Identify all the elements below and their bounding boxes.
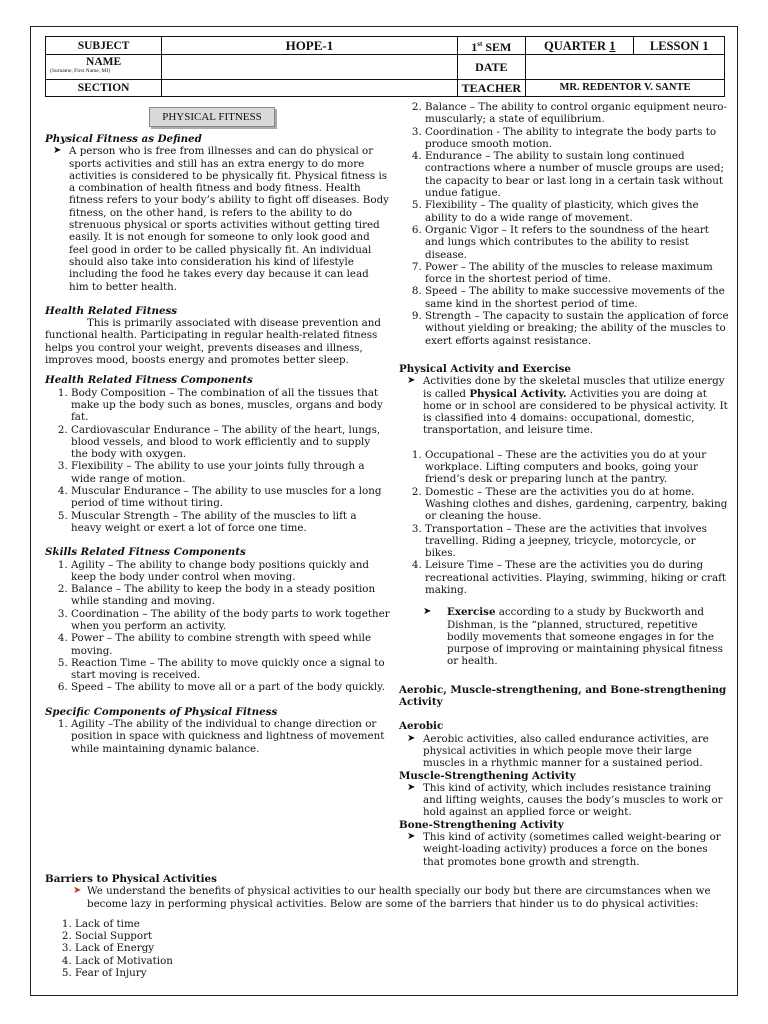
- list-item: 4. Endurance – The ability to sustain long continued contractions where a number of muscle groups are used; the capacity to bear or last long in a certain task without undue fatigue.: [425, 150, 729, 199]
- list-item: 5. Reaction Time – The ability to move quickly once a signal to start moving is received.: [71, 657, 390, 682]
- arrow-bullet-icon: ➤: [407, 781, 416, 793]
- list-item: 2. Balance – The ability to keep the body in a steady position while standing and moving.: [71, 583, 390, 608]
- barriers-list: [45, 918, 725, 979]
- muscle-heading: Muscle-Strengthening Activity: [399, 769, 576, 782]
- list-item: 5. Fear of Injury: [75, 967, 725, 979]
- arrow-bullet-icon: ➤: [407, 831, 416, 843]
- src-list: [45, 559, 390, 694]
- subject-label: SUBJECT: [46, 37, 162, 55]
- list-item: 3. Flexibility – The ability to use your joints fully through a wide range of motion.: [71, 460, 390, 485]
- lesson-cell: LESSON 1: [634, 37, 725, 55]
- barriers-section: [45, 873, 725, 979]
- list-item: 4. Leisure Time – These are the activities you do during recreational activities. Playing, swimming, hiking or craft making.: [425, 559, 729, 596]
- quarter-cell: QUARTER 1: [525, 37, 633, 55]
- list-item: 4. Lack of Motivation: [75, 955, 725, 967]
- list-item: 1. Body Composition – The combination of all the tissues that make up the body such as bones, muscles, organs and body fat.: [71, 387, 390, 424]
- list-item: 1. Occupational – These are the activities you do at your workplace. Lifting computers and books, going your friend’s desk or preparing lunch at the pantry.: [425, 449, 729, 486]
- list-item: 9. Strength – The capacity to sustain the application of force without yielding or breaking; the ability of the muscles to exert efforts against resistance.: [425, 310, 729, 347]
- bone-heading: Bone-Strengthening Activity: [399, 818, 564, 831]
- arrow-bullet-icon: ➤: [53, 145, 62, 157]
- date-label: DATE: [457, 55, 525, 80]
- list-item: 6. Organic Vigor – It refers to the soundness of the heart and lungs which contributes to the ability to resist disease.: [425, 224, 729, 261]
- name-label-cell: NAME (Surname, First Name, MI): [46, 55, 162, 80]
- teacher-value: MR. REDENTOR V. SANTE: [525, 80, 724, 97]
- amb-heading: Aerobic, Muscle-strengthening, and Bone-strengthening Activity: [399, 683, 727, 709]
- worksheet-page: [30, 26, 738, 996]
- list-item: 8. Speed – The ability to make successive movements of the same kind in the shortest period of time.: [425, 285, 729, 310]
- list-item: 2. Cardiovascular Endurance – The ability of the heart, lungs, blood vessels, and blood to work efficiently and to supply the body with oxygen.: [71, 424, 390, 461]
- list-item: 1. Agility –The ability of the individual to change direction or position in space with quickness and lightness of movement while maintaining dynamic balance.: [71, 718, 390, 755]
- list-item: 4. Muscular Endurance – The ability to use muscles for a long period of time without tiring.: [71, 485, 390, 510]
- barriers-heading: Barriers to Physical Activities: [45, 873, 217, 885]
- list-item: 7. Power – The ability of the muscles to release maximum force in the shortest period of time.: [425, 261, 729, 286]
- spc-list-continued: [399, 101, 729, 347]
- page-title: PHYSICAL FITNESS: [149, 107, 275, 127]
- aerobic-paragraph: ➤ Aerobic activities, also called endurance activities, are physical activities in which people move their large muscles in a rhythmic manner for a sustained period.: [407, 732, 709, 770]
- list-item: 3. Lack of Energy: [75, 942, 725, 954]
- hrc-list: [45, 387, 390, 535]
- health-heading: Health Related Fitness: [45, 304, 178, 317]
- spc-heading: Specific Components of Physical Fitness: [45, 705, 278, 718]
- src-heading: Skills Related Fitness Components: [45, 546, 246, 559]
- teacher-label: TEACHER: [457, 80, 525, 97]
- section-field[interactable]: [162, 80, 457, 97]
- semester-cell: 1st SEM: [457, 37, 525, 55]
- header-table: [45, 36, 725, 97]
- list-item: 3. Coordination – The ability of the body parts to work together when you perform an activity.: [71, 608, 390, 633]
- arrow-bullet-icon: ➤: [423, 606, 432, 618]
- pae-heading: Physical Activity and Exercise: [399, 362, 571, 375]
- list-item: 5. Flexibility – The quality of plasticity, which gives the ability to do a wide range of movement.: [425, 199, 729, 224]
- section-label: SECTION: [46, 80, 162, 97]
- arrow-bullet-icon: ➤: [407, 375, 416, 387]
- arrow-bullet-icon: ➤: [407, 732, 416, 744]
- left-column: [45, 107, 390, 755]
- pae-paragraph: ➤ Activities done by the skeletal muscles that utilize energy is called Physical Activity. Activities you are doing at home or in school are considered to be physical activity. It is classified into 4 domains: occupational, domestic, transportation, and leisure time.: [407, 375, 728, 437]
- aerobic-heading: Aerobic: [399, 720, 444, 733]
- list-item: 2. Balance – The ability to control organic equipment neuro-muscularly; a state of equilibrium.: [425, 101, 729, 126]
- exercise-paragraph: ➤ Exercise according to a study by Buckworth and Dishman, is the “planned, structured, repetitive bodily movements that someone engages in for the purpose of improving or maintaining physical fitness or health.: [423, 606, 723, 668]
- list-item: 2. Domestic – These are the activities you do at home. Washing clothes and dishes, gardening, carpentry, baking or cleaning the house.: [425, 486, 729, 523]
- spc-list: [45, 718, 390, 755]
- list-item: 1. Lack of time: [75, 918, 725, 930]
- list-item: 1. Agility – The ability to change body positions quickly and keep the body under control when moving.: [71, 559, 390, 584]
- list-item: 3. Coordination - The ability to integrate the body parts to produce smooth motion.: [425, 126, 729, 151]
- subject-value: HOPE-1: [162, 37, 457, 55]
- list-item: 6. Speed – The ability to move all or a part of the body quickly.: [71, 681, 390, 693]
- barriers-paragraph: ➤ We understand the benefits of physical activities to our health specially our body but there are circumstances when we become lazy in performing physical activities. Below are some of the barriers that hinder us to do physical activities:: [73, 885, 711, 910]
- date-field[interactable]: [525, 55, 724, 80]
- name-note: (Surname, First Name, MI): [50, 68, 111, 74]
- list-item: 4. Power – The ability to combine strength with speed while moving.: [71, 632, 390, 657]
- list-item: 3. Transportation – These are the activities that involves travelling. Riding a jeepney, tricycle, motorcycle, or bikes.: [425, 523, 729, 560]
- pin-bullet-icon: ➤: [73, 885, 82, 897]
- list-item: 2. Social Support: [75, 930, 725, 942]
- bone-paragraph: ➤ This kind of activity (sometimes called weight-bearing or weight-loading activity) produces a force on the bones that promotes bone growth and strength.: [407, 831, 721, 868]
- defined-heading: Physical Fitness as Defined: [45, 133, 202, 145]
- health-paragraph: This is primarily associated with disease prevention and functional health. Participating in regular health-related fitness helps you control your weight, prevents diseases and illness, improves mood, boosts energy and promotes better sleep.: [45, 317, 381, 367]
- right-column: [399, 101, 729, 868]
- domains-list: [399, 449, 729, 597]
- muscle-paragraph: ➤ This kind of activity, which includes resistance training and lifting weights, causes the body’s muscles to work or hold against an applied force or weight.: [407, 781, 723, 819]
- name-field[interactable]: [162, 55, 457, 80]
- defined-paragraph: ➤ A person who is free from illnesses and can do physical or sports activities and still has an extra energy to do more activities is considered to be physically fit. Physical fitness is a combination of health fitness and body fitness. Health fitness refers to your body’s ability to fight off diseases. Body fitness, on the other hand, is refers to the ability to do strenuous physical or sports activities without getting tired easily. It is not enough for someone to only look good and feel good in order to be called physically fit. An individual should also take into consideration his kind of lifestyle including the food he takes every day because it can lead him to better health.: [53, 145, 389, 293]
- list-item: 5. Muscular Strength – The ability of the muscles to lift a heavy weight or exert a lot of force one time.: [71, 510, 390, 535]
- hrc-heading: Health Related Fitness Components: [45, 374, 253, 387]
